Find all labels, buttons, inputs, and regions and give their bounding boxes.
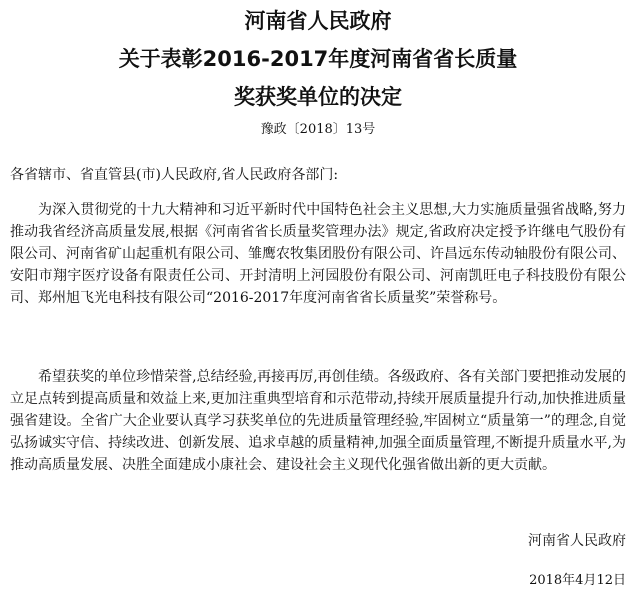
title-subject-line2: 奖获奖单位的决定 [234,85,402,109]
title-subject-line1: 关于表彰2016-2017年度河南省省长质量 [118,47,518,71]
title-issuer: 河南省人民政府 [244,9,392,33]
addressee: 各省辖市、省直管县(市)人民政府,省人民政府各部门: [10,167,339,183]
body-paragraph-1: 为深入贯彻党的十九大精神和习近平新时代中国特色社会主义思想,大力实施质量强省战略,努力推动我省经济高质量发展,根据《河南省省长质量奖管理办法》规定,省政府决定授予许继电气股份有限公司、河南省矿山起重机有限公司、雏鹰农牧集团股份有限公司、许昌远东传动轴股份有限公司、安阳市翔宇医疗设备有限责任公司、开封清明上河园股份有限公司、河南凯旺电子科技股份有限公司、郑州旭飞光电科技有限公司“2016-2017年度河南省省长质量奖”荣誉称号。 [10,202,626,306]
document-number: 豫政〔2018〕13号 [260,122,376,137]
issue-date: 2018年4月12日 [529,573,626,588]
signer: 河南省人民政府 [528,533,626,549]
body-paragraph-2: 希望获奖的单位珍惜荣誉,总结经验,再接再厉,再创佳绩。各级政府、各有关部门要把推动发展的立足点转到提高质量和效益上来,更加注重典型培育和示范带动,持续开展质量提升行动,加快推进质量强省建设。全省广大企业要认真学习获奖单位的先进质量管理经验,牢固树立“质量第一”的理念,自觉弘扬诚实守信、持续改进、创新发展、追求卓越的质量精神,加强全面质量管理,不断提升质量水平,为推动高质量发展、决胜全面建成小康社会、建设社会主义现代化强省做出新的更大贡献。 [10,369,626,473]
